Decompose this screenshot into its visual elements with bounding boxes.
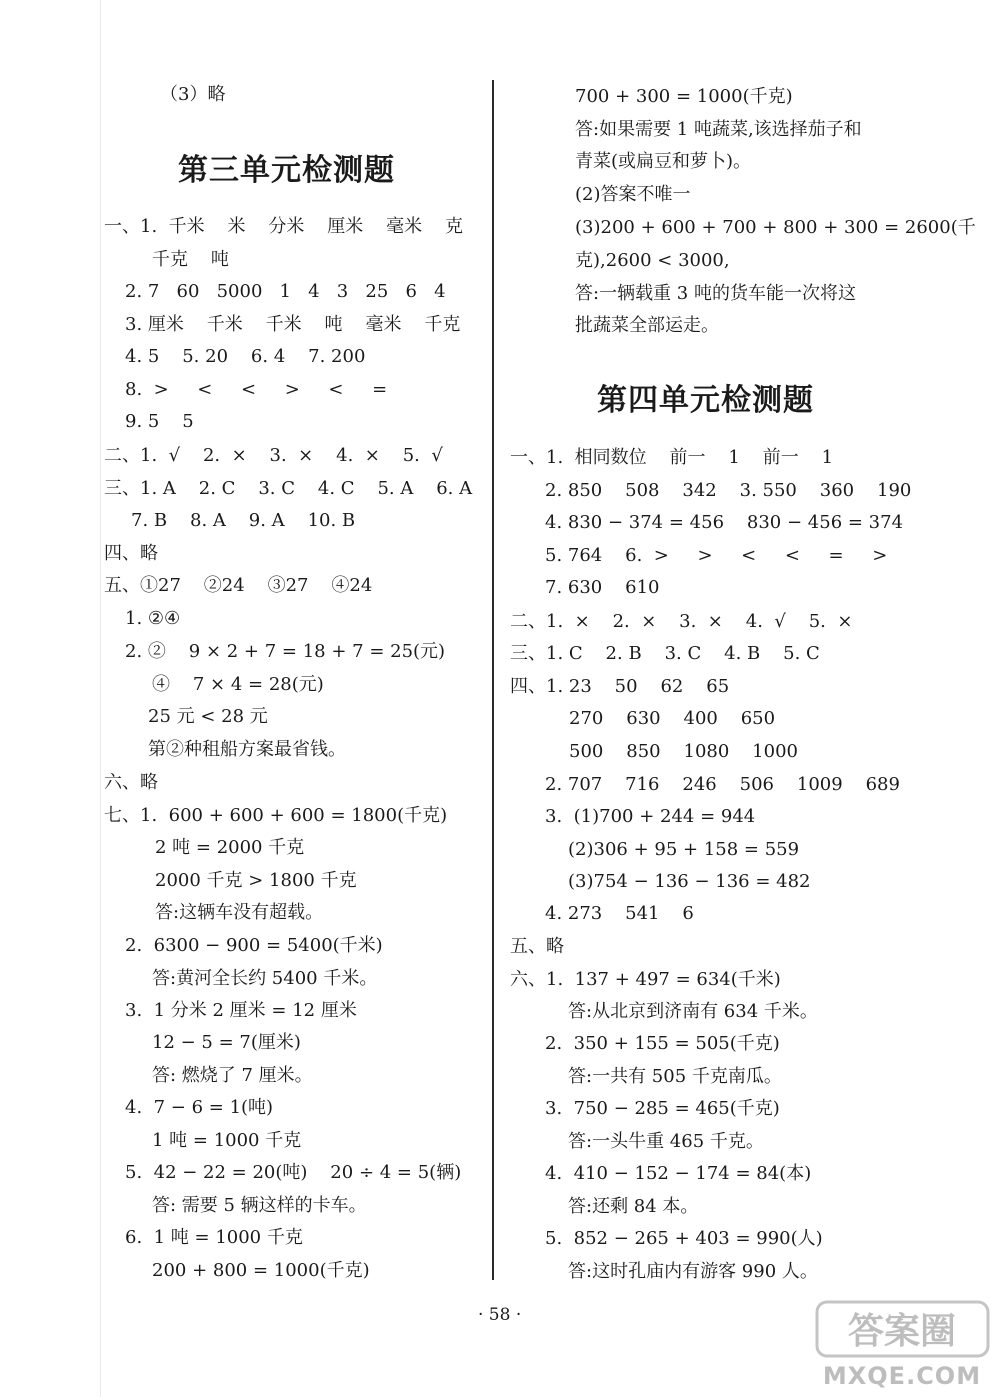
answer-line: 270 630 400 650: [569, 708, 776, 729]
answer-line: 5. 764 6. > > < < = >: [545, 545, 888, 566]
answer-line: 3. 1 分米 2 厘米 = 12 厘米: [125, 1000, 357, 1021]
page-number: · 58 ·: [478, 1305, 522, 1325]
answer-line: (3)754 − 136 − 136 = 482: [568, 871, 811, 892]
answer-line: 答:如果需要 1 吨蔬菜,该选择茄子和: [575, 119, 862, 140]
answer-line: 答: 燃烧了 7 厘米。: [152, 1065, 313, 1086]
answer-line: 9. 5 5: [125, 411, 194, 432]
answer-line: 二、1. × 2. × 3. × 4. √ 5. ×: [510, 611, 853, 632]
answer-line: 3. (1)700 + 244 = 944: [545, 806, 756, 827]
answer-line: 8. > < < > < =: [125, 379, 388, 400]
answer-line: 500 850 1080 1000: [569, 741, 798, 762]
answer-line: 200 + 800 = 1000(千克): [152, 1260, 370, 1281]
answer-line: 4. 273 541 6: [545, 903, 694, 924]
answer-line: 2. 7 60 5000 1 4 3 25 6 4: [125, 281, 446, 302]
answer-line: 三、1. C 2. B 3. C 4. B 5. C: [510, 643, 820, 664]
answer-line: 4. 5 5. 20 6. 4 7. 200: [125, 346, 366, 367]
answer-line: 答:还剩 84 本。: [568, 1196, 699, 1217]
answer-line: 2. 850 508 342 3. 550 360 190: [545, 480, 912, 501]
answer-line: 4. 7 − 6 = 1(吨): [125, 1097, 274, 1118]
answer-line: (2)答案不唯一: [575, 184, 691, 205]
answer-line: 700 + 300 = 1000(千克): [575, 86, 793, 107]
answer-line: 答:从北京到济南有 634 千米。: [568, 1001, 818, 1022]
watermark-logo: [815, 1300, 990, 1390]
answer-line: 六、略: [104, 772, 158, 793]
answer-line: 五、略: [510, 936, 564, 957]
answer-line: 三、1. A 2. C 3. C 4. C 5. A 6. A: [104, 478, 473, 499]
answer-line: 2000 千克 > 1800 千克: [155, 870, 357, 891]
answer-line: （3）略: [160, 84, 226, 105]
answer-line: 4. 410 − 152 − 174 = 84(本): [545, 1163, 812, 1184]
answer-line: 千克 吨: [152, 249, 229, 270]
answer-line: 答:这时孔庙内有游客 990 人。: [568, 1261, 818, 1282]
answer-line: 3. 厘米 千米 千米 吨 毫米 千克: [125, 314, 461, 335]
answer-line: 批蔬菜全部运走。: [575, 315, 719, 336]
answer-line: 25 元 < 28 元: [148, 706, 268, 727]
answer-line: 四、1. 23 50 62 65: [510, 676, 730, 697]
answer-line: ④ 7 × 4 = 28(元): [152, 674, 324, 695]
answer-line: 青菜(或扁豆和萝卜)。: [575, 151, 752, 172]
unit-4-heading: 第四单元检测题: [597, 383, 814, 418]
watermark-bottom-text: MXQE.COM: [822, 1362, 982, 1390]
answer-line: 5. 852 − 265 + 403 = 990(人): [545, 1228, 823, 1249]
answer-line: 二、1. √ 2. × 3. × 4. × 5. √: [104, 445, 443, 466]
answer-line: 第②种租船方案最省钱。: [148, 739, 346, 760]
answer-line: 6. 1 吨 = 1000 千克: [125, 1227, 303, 1248]
answer-line: 2. 707 716 246 506 1009 689: [545, 774, 900, 795]
answer-line: 2 吨 = 2000 千克: [155, 837, 305, 858]
answer-line: 1. ②④: [125, 608, 181, 629]
answer-line: 答:一辆载重 3 吨的货车能一次将这: [575, 283, 856, 304]
answer-line: 5. 42 − 22 = 20(吨) 20 ÷ 4 = 5(辆): [125, 1162, 462, 1183]
answer-line: 答:一共有 505 千克南瓜。: [568, 1066, 782, 1087]
watermark-top-text: 答案圈: [847, 1311, 957, 1352]
answer-line: 7. B 8. A 9. A 10. B: [131, 510, 356, 531]
answer-line: 2. 350 + 155 = 505(千克): [545, 1033, 780, 1054]
answer-line: 七、1. 600 + 600 + 600 = 1800(千克): [104, 805, 448, 826]
answer-line: 一、1. 相同数位 前一 1 前一 1: [510, 447, 834, 468]
answer-line: 一、1. 千米 米 分米 厘米 毫米 克: [104, 216, 464, 237]
answer-line: 4. 830 − 374 = 456 830 − 456 = 374: [545, 512, 904, 533]
answer-line: (2)306 + 95 + 158 = 559: [568, 839, 800, 860]
answer-line: 答: 需要 5 辆这样的卡车。: [152, 1195, 367, 1216]
unit-3-heading: 第三单元检测题: [178, 153, 395, 188]
answer-line: 2. ② 9 × 2 + 7 = 18 + 7 = 25(元): [125, 641, 446, 662]
answer-line: 五、①27 ②24 ③27 ④24: [104, 575, 373, 596]
column-divider: [492, 80, 494, 1280]
answer-line: 3. 750 − 285 = 465(千克): [545, 1098, 780, 1119]
answer-line: 克),2600 < 3000,: [575, 250, 730, 271]
answer-line: 答:一头牛重 465 千克。: [568, 1131, 764, 1152]
margin-rule: [100, 0, 101, 1397]
answer-line: 答:黄河全长约 5400 千米。: [152, 968, 378, 989]
answer-line: 2. 6300 − 900 = 5400(千米): [125, 935, 383, 956]
answer-line: 六、1. 137 + 497 = 634(千米): [510, 969, 781, 990]
answer-line: (3)200 + 600 + 700 + 800 + 300 = 2600(千: [575, 217, 976, 238]
answer-line: 答:这辆车没有超载。: [155, 902, 324, 923]
answer-line: 12 − 5 = 7(厘米): [152, 1032, 301, 1053]
answer-line: 1 吨 = 1000 千克: [152, 1130, 302, 1151]
answer-line: 四、略: [104, 543, 158, 564]
answer-line: 7. 630 610: [545, 577, 660, 598]
